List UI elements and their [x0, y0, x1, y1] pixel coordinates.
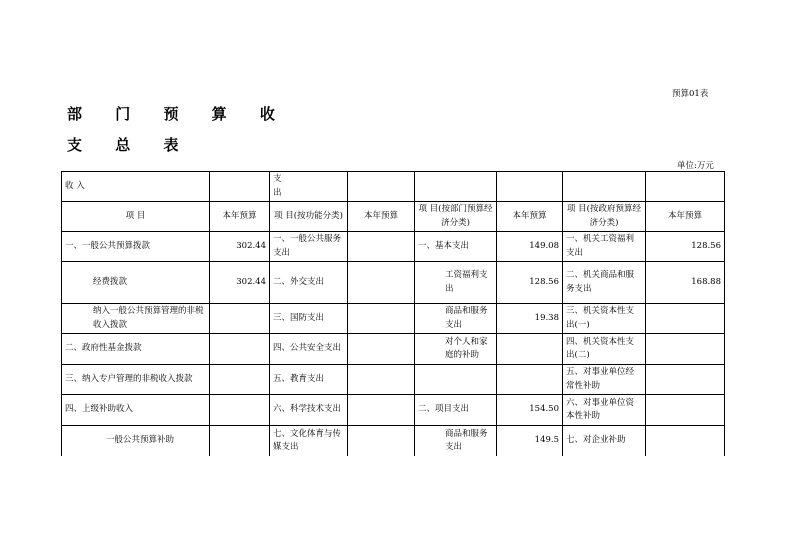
income-item: 一、一般公共预算拨款 — [62, 232, 210, 262]
gov-value — [646, 334, 725, 365]
gov-value — [646, 395, 725, 426]
dept-item — [415, 365, 497, 395]
func-item: 三、国防支出 — [270, 304, 348, 334]
income-budget-header: 本年预算 — [210, 202, 270, 232]
gov-value: 128.56 — [646, 232, 725, 262]
gov-value: 168.88 — [646, 262, 725, 304]
income-value — [210, 365, 270, 395]
gov-item: 四、机关资本性支出(二) — [563, 334, 646, 365]
dept-budget-header: 本年预算 — [497, 202, 563, 232]
expense-header: 支出 — [270, 172, 348, 202]
gov-budget-header: 本年预算 — [646, 202, 725, 232]
func-item: 五、教育支出 — [270, 365, 348, 395]
func-item: 一、一般公共服务支出 — [270, 232, 348, 262]
dept-item: 二、项目支出 — [415, 395, 497, 426]
gov-item: 三、机关资本性支出(一) — [563, 304, 646, 334]
dept-item: 工资福利支出 — [415, 262, 497, 304]
dept-value: 128.56 — [497, 262, 563, 304]
dept-item-header: 项 目(按部门预算经济分类) — [415, 202, 497, 232]
income-value — [210, 334, 270, 365]
dept-item: 商品和服务支出 — [415, 426, 497, 456]
header-row-2 — [62, 202, 725, 232]
dept-value: 19.38 — [497, 304, 563, 334]
func-budget-header: 本年预算 — [348, 202, 415, 232]
table-row — [62, 334, 725, 365]
income-value — [210, 304, 270, 334]
gov-value — [646, 304, 725, 334]
func-item: 二、外交支出 — [270, 262, 348, 304]
table-row — [62, 426, 725, 456]
table-row — [62, 365, 725, 395]
func-value — [348, 365, 415, 395]
gov-item-header: 项 目(按政府预算经济分类) — [563, 202, 646, 232]
gov-value — [646, 426, 725, 456]
gov-item: 二、机关商品和服务支出 — [563, 262, 646, 304]
table-row — [62, 262, 725, 304]
dept-value — [497, 334, 563, 365]
dept-value: 149.5 — [497, 426, 563, 456]
dept-value: 154.50 — [497, 395, 563, 426]
income-item: 一般公共预算补助 — [62, 426, 210, 456]
gov-item: 五、对事业单位经常性补助 — [563, 365, 646, 395]
page-title-line2: 支 总 表 — [67, 136, 193, 154]
income-item: 三、纳入专户管理的非税收入拨款 — [62, 365, 210, 395]
dept-item: 一、基本支出 — [415, 232, 497, 262]
func-value — [348, 232, 415, 262]
income-item: 二、政府性基金拨款 — [62, 334, 210, 365]
income-item: 四、上级补助收入 — [62, 395, 210, 426]
table-row — [62, 395, 725, 426]
func-value — [348, 334, 415, 365]
page-title-line1: 部 门 预 算 收 — [67, 105, 289, 123]
income-value: 302.44 — [210, 232, 270, 262]
dept-item: 对个人和家庭的补助 — [415, 334, 497, 365]
func-value — [348, 262, 415, 304]
func-value — [348, 304, 415, 334]
func-item: 四、公共安全支出 — [270, 334, 348, 365]
budget-table — [61, 171, 725, 456]
income-header: 收 入 — [62, 172, 210, 202]
gov-item: 六、对事业单位资本性补助 — [563, 395, 646, 426]
income-item: 经费拨款 — [62, 262, 210, 304]
gov-item: 七、对企业补助 — [563, 426, 646, 456]
table-row — [62, 232, 725, 262]
income-item: 纳入一般公共预算管理的非税收入拨款 — [62, 304, 210, 334]
form-number: 预算01表 — [672, 89, 709, 99]
gov-item: 一、机关工资福利支出 — [563, 232, 646, 262]
func-value — [348, 395, 415, 426]
income-value: 302.44 — [210, 262, 270, 304]
func-item: 七、文化体育与传媒支出 — [270, 426, 348, 456]
header-row-1 — [62, 172, 725, 202]
table-row — [62, 304, 725, 334]
unit-label: 单位:万元 — [677, 161, 714, 171]
func-item: 六、科学技术支出 — [270, 395, 348, 426]
gov-value — [646, 365, 725, 395]
dept-value: 149.08 — [497, 232, 563, 262]
dept-item: 商品和服务支出 — [415, 304, 497, 334]
dept-value — [497, 365, 563, 395]
income-value — [210, 395, 270, 426]
item-header: 项 目 — [62, 202, 210, 232]
func-value — [348, 426, 415, 456]
func-item-header: 项 目(按功能分类) — [270, 202, 348, 232]
income-value — [210, 426, 270, 456]
